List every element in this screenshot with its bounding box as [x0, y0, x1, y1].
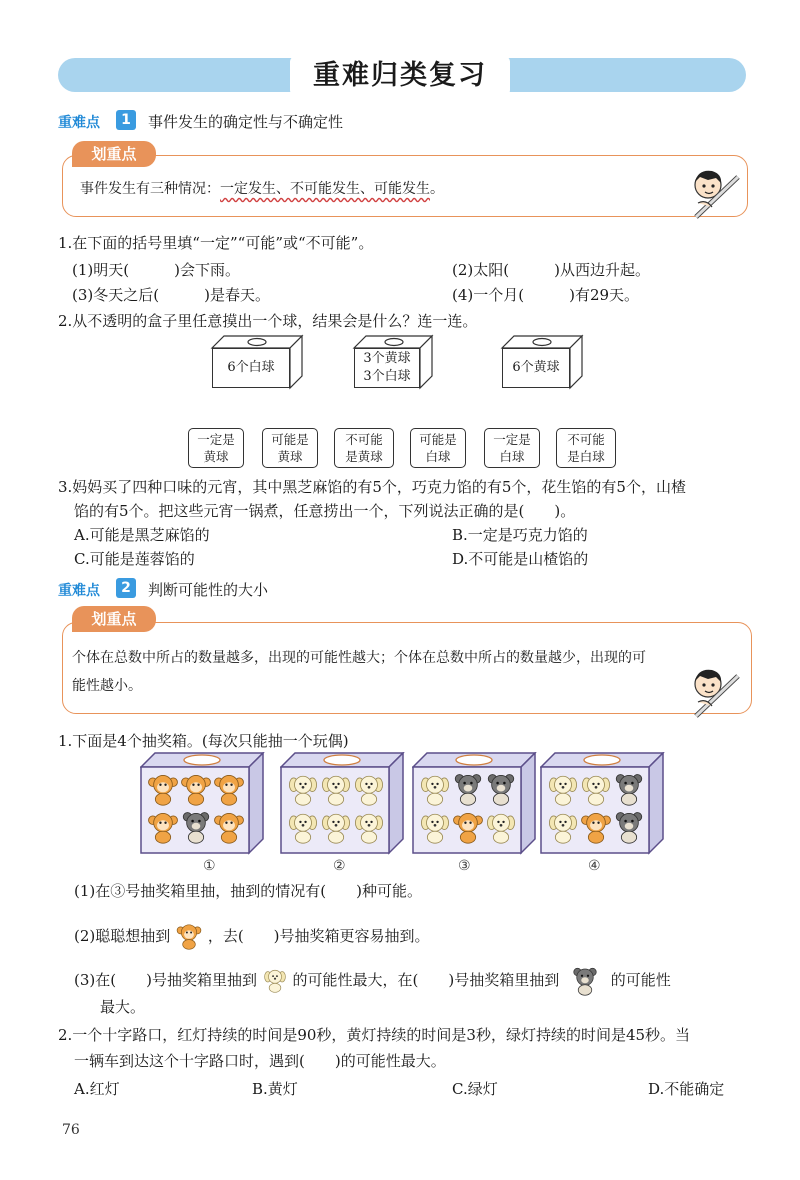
- monkey-toy-icon: [212, 810, 246, 848]
- bear-toy-icon: [484, 772, 518, 810]
- section-label: 重难点: [58, 115, 100, 131]
- question-stem: 1.在下面的括号里填“一定”“可能”或“不可能”。: [58, 234, 374, 252]
- dog-toy-icon: [546, 810, 580, 848]
- option-card[interactable]: 可能是 黄球: [262, 428, 318, 468]
- dog-toy-icon: [319, 810, 353, 848]
- monkey-toy-icon: [579, 810, 613, 848]
- boy-pencil-icon: [686, 664, 742, 720]
- option-card[interactable]: 不可能 是白球: [556, 428, 616, 468]
- section-label: 重难点: [58, 583, 100, 599]
- dog-toy-icon: [352, 810, 386, 848]
- ball-box-3-label: 6个黄球: [502, 348, 570, 388]
- keypoint-text-cont: 能性越小。: [72, 678, 142, 694]
- choice-c: C.可能是莲蓉馅的: [74, 550, 195, 568]
- question-stem-cont: 馅的有5个。把这些元宵一锅煮，任意捞出一个，下列说法正确的是( )。: [74, 502, 576, 520]
- option-card[interactable]: 不可能 是黄球: [334, 428, 394, 468]
- question-stem-cont: 一辆车到达这个十字路口时，遇到( )的可能性最大。: [74, 1052, 446, 1070]
- sub-question: (1)在③号抽奖箱里抽，抽到的情况有( )种可能。: [74, 882, 422, 900]
- choice-d: D.不能确定: [648, 1080, 725, 1098]
- question-stem: 2.一个十字路口，红灯持续的时间是90秒，黄灯持续的时间是3秒，绿灯持续的时间是45秒。当: [58, 1026, 691, 1044]
- lottery-box-3: [412, 752, 538, 860]
- bear-toy-icon: [179, 810, 213, 848]
- dog-toy-icon: [286, 772, 320, 810]
- choice-a: A.可能是黑芝麻馅的: [74, 526, 210, 544]
- bear-toy-icon: [451, 772, 485, 810]
- lottery-box-4: [540, 752, 666, 860]
- section-number: 1: [116, 110, 136, 130]
- choice-b: B.黄灯: [252, 1080, 298, 1098]
- box-label: ①: [203, 858, 216, 874]
- keypoint-tag: 划重点: [72, 141, 156, 167]
- lottery-box-2: [280, 752, 406, 860]
- choice-b: B.一定是巧克力馅的: [452, 526, 588, 544]
- box-label: ④: [588, 858, 601, 874]
- ball-box-1-label: 6个白球: [212, 348, 290, 388]
- box-label: ②: [333, 858, 346, 874]
- question-item: (4)一个月( )有29天。: [452, 286, 640, 304]
- monkey-toy-icon: [146, 810, 180, 848]
- bear-toy-icon: [612, 810, 646, 848]
- dog-toy-icon: [418, 810, 452, 848]
- option-card[interactable]: 一定是 白球: [484, 428, 540, 468]
- monkey-toy-icon: [175, 922, 203, 952]
- keypoint-text: 事件发生有三种情况：一定发生、不可能发生、可能发生。: [80, 181, 444, 197]
- section-title: 事件发生的确定性与不确定性: [148, 113, 344, 131]
- monkey-toy-icon: [212, 772, 246, 810]
- option-card[interactable]: 一定是 黄球: [188, 428, 244, 468]
- box-label: ③: [458, 858, 471, 874]
- boy-pencil-icon: [686, 165, 742, 221]
- page-title: 重难归类复习: [290, 56, 510, 96]
- sub-question: (2)聪聪想抽到 ，去( )号抽奖箱更容易抽到。: [74, 922, 430, 952]
- lottery-boxes: [140, 752, 660, 877]
- dog-toy-icon: [484, 810, 518, 848]
- bear-toy-icon: [570, 966, 600, 996]
- section-title: 判断可能性的大小: [148, 581, 269, 599]
- dog-toy-icon: [546, 772, 580, 810]
- dog-toy-icon: [352, 772, 386, 810]
- choice-c: C.绿灯: [452, 1080, 498, 1098]
- question-stem: 1.下面是4个抽奖箱。(每次只能抽一个玩偶): [58, 732, 349, 750]
- keypoint-text: 个体在总数中所占的数量越多，出现的可能性越大；个体在总数中所占的数量越少，出现的可: [72, 650, 646, 666]
- choice-a: A.红灯: [74, 1080, 120, 1098]
- monkey-toy-icon: [451, 810, 485, 848]
- keypoint-tag: 划重点: [72, 606, 156, 632]
- dog-toy-icon: [286, 810, 320, 848]
- choice-d: D.不可能是山楂馅的: [452, 550, 589, 568]
- question-item: (1)明天( )会下雨。: [72, 261, 240, 279]
- monkey-toy-icon: [179, 772, 213, 810]
- option-card[interactable]: 可能是 白球: [410, 428, 466, 468]
- question-stem: 3.妈妈买了四种口味的元宵，其中黑芝麻馅的有5个，巧克力馅的有5个，花生馅的有5个，山楂: [58, 478, 686, 496]
- dog-toy-icon: [418, 772, 452, 810]
- page-number: 76: [62, 1122, 80, 1138]
- monkey-toy-icon: [146, 772, 180, 810]
- ball-box-2-label: 3个黄球 3个白球: [354, 348, 420, 388]
- question-item: (3)冬天之后( )是春天。: [72, 286, 270, 304]
- bear-toy-icon: [612, 772, 646, 810]
- lottery-box-1: [140, 752, 266, 860]
- question-item: (2)太阳( )从西边升起。: [452, 261, 650, 279]
- dog-toy-icon: [579, 772, 613, 810]
- section-number: 2: [116, 578, 136, 598]
- dog-toy-icon: [262, 967, 288, 995]
- question-stem: 2.从不透明的盒子里任意摸出一个球，结果会是什么？连一连。: [58, 312, 478, 330]
- dog-toy-icon: [319, 772, 353, 810]
- sub-question: (3)在( )号抽奖箱里抽到 的可能性最大，在( )号抽奖箱里抽到 的可能性: [74, 966, 671, 996]
- sub-question-cont: 最大。: [100, 998, 146, 1016]
